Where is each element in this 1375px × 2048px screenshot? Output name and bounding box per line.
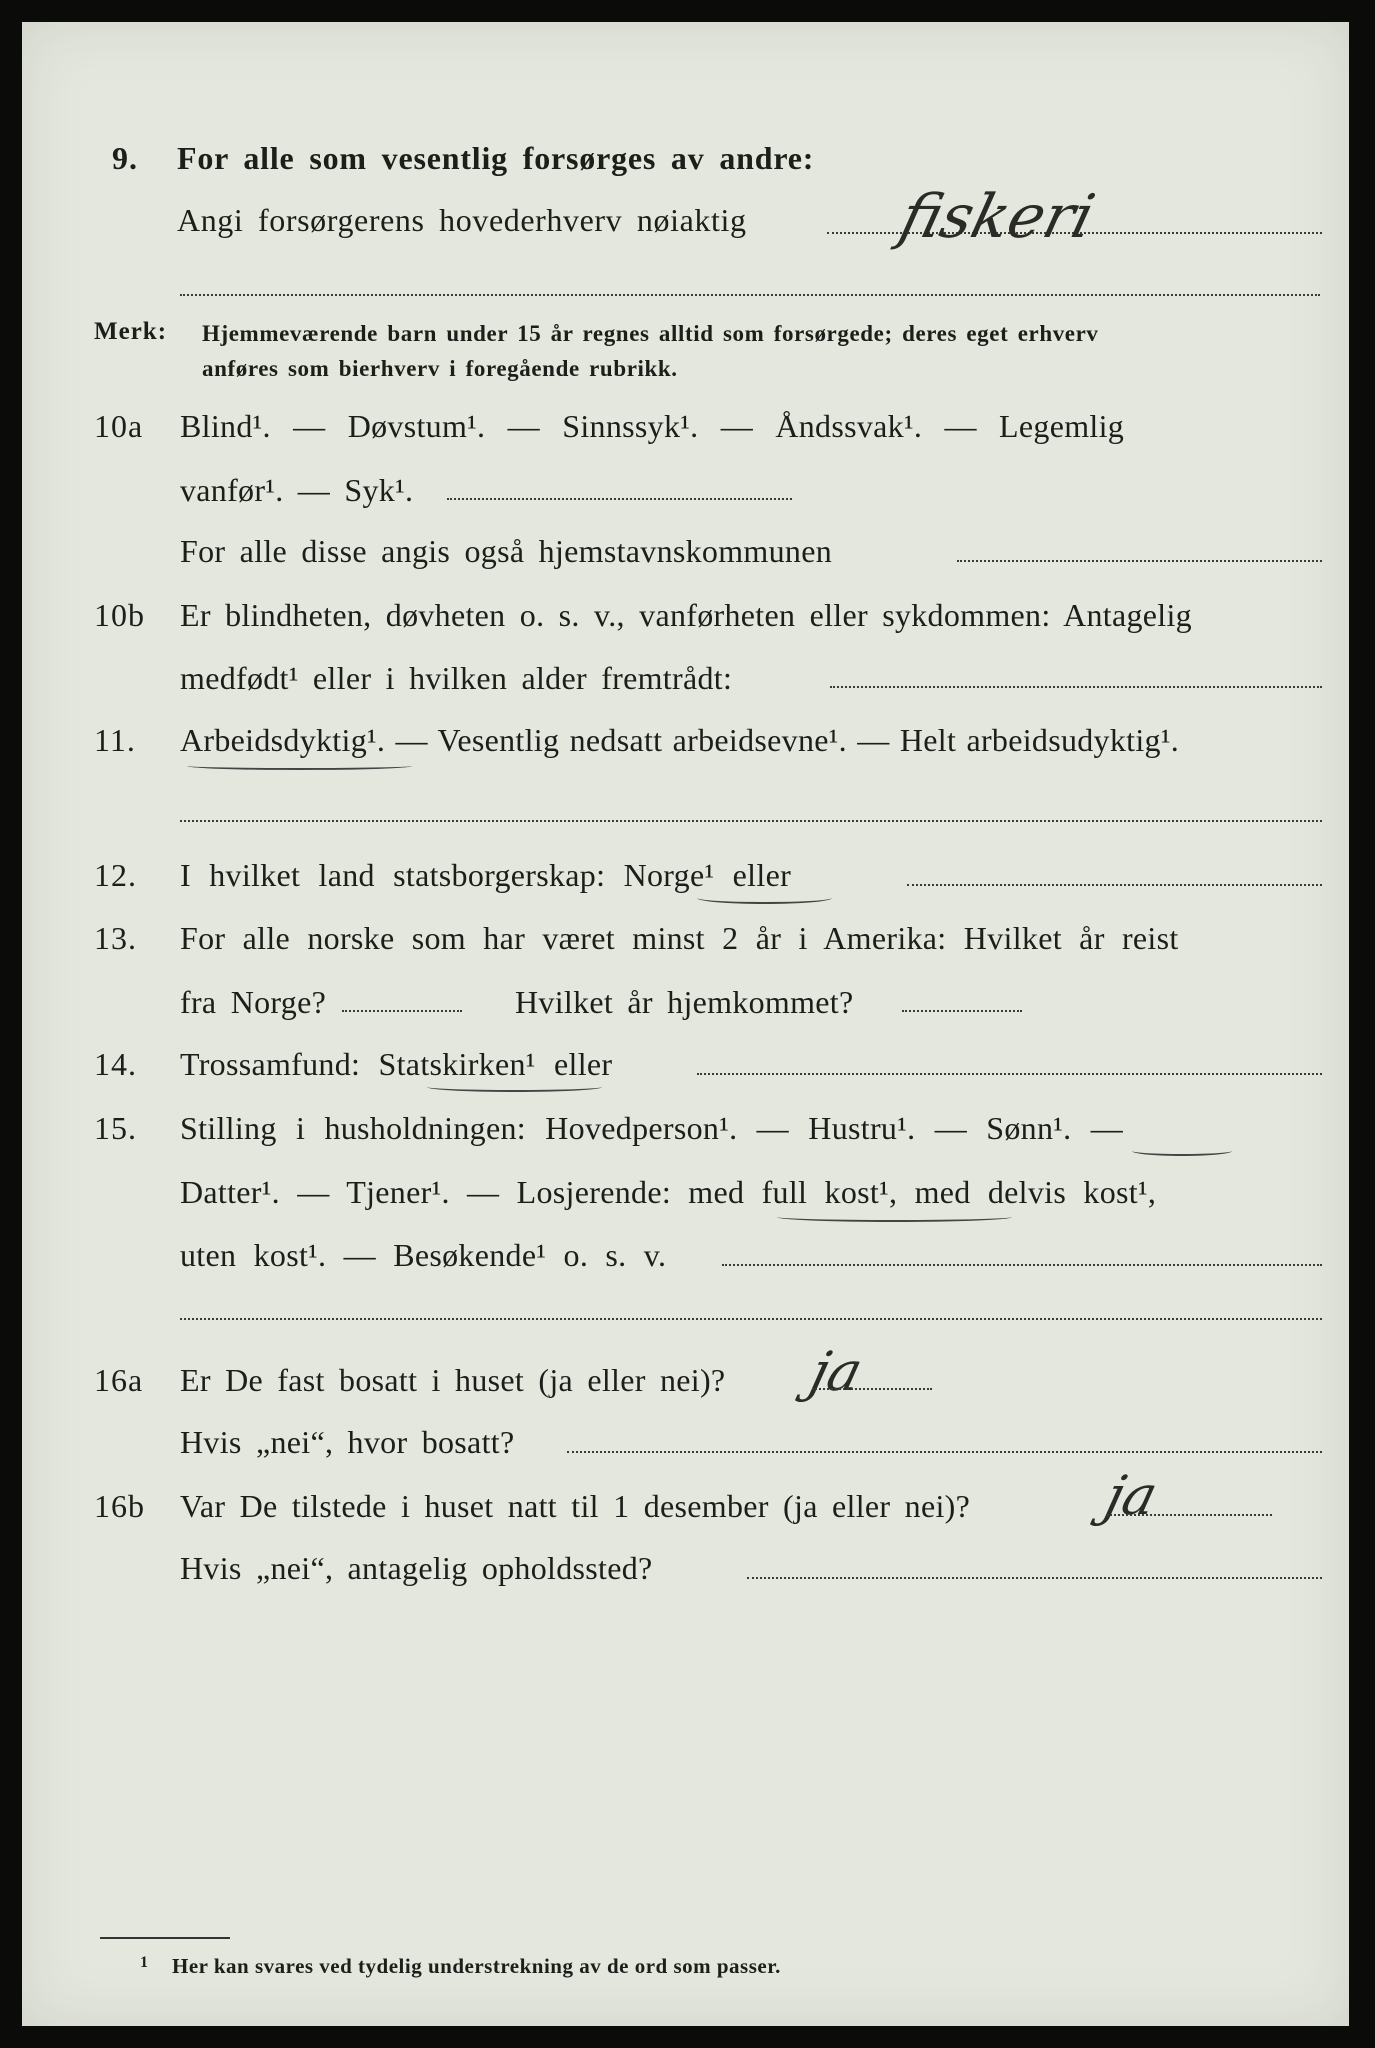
footnote-rule <box>100 1937 230 1939</box>
census-form-page <box>22 22 1349 2026</box>
q10a-line1: Blind¹. — Døvstum¹. — Sinnssyk¹. — Åndssvak¹. — Legemlig <box>180 408 1125 444</box>
note-label: Merk: <box>94 318 168 345</box>
q13-line2b: Hvilket år hjemkommet? <box>515 984 854 1020</box>
q14-underline-statskirken <box>427 1082 602 1092</box>
q16a-where-line <box>567 1451 1322 1453</box>
q16a-answer-line <box>812 1388 932 1390</box>
q12-number: 12. <box>94 857 137 893</box>
q14-line1: Trossamfund: Statskirken¹ eller <box>180 1046 613 1082</box>
q16a-line1: Er De fast bosatt i huset (ja eller nei)? <box>180 1362 726 1398</box>
q11-number: 11. <box>94 722 136 758</box>
q16b-line2: Hvis „nei“, antagelig opholdssted? <box>180 1550 653 1586</box>
q16b-where-line <box>747 1577 1322 1579</box>
q13-line2a: fra Norge? <box>180 984 327 1020</box>
q13-return-line <box>902 1010 1022 1012</box>
footnote-mark: 1 <box>140 1954 149 1971</box>
q16b-number: 16b <box>94 1488 145 1524</box>
q15-underline-sonn <box>1132 1146 1232 1156</box>
q15-extra-line <box>180 1318 1322 1320</box>
q11-line1: Arbeidsdyktig¹. — Vesentlig nedsatt arbeidsevne¹. — Helt arbeidsudyktig¹. <box>180 722 1180 758</box>
q14-answer-line <box>697 1073 1322 1075</box>
note-line2: anføres som bierhverv i foregående rubrikk. <box>202 356 678 381</box>
q9-handwritten-answer: fiskeri <box>893 182 1102 252</box>
q12-line1: I hvilket land statsborgerskap: Norge¹ eller <box>180 857 792 893</box>
q13-departure-line <box>342 1010 462 1012</box>
q10b-line1: Er blindheten, døvheten o. s. v., vanførheten eller sykdommen: Antagelig <box>180 597 1192 633</box>
q10a-answer-line <box>447 498 792 500</box>
q15-answer-line <box>722 1264 1322 1266</box>
q16b-handwritten-answer: ja <box>1099 1464 1164 1527</box>
footnote-text: Her kan svares ved tydelig understrekning av de ord som passer. <box>172 1954 781 1978</box>
q12-answer-line <box>907 884 1322 886</box>
q10b-line2: medfødt¹ eller i hvilken alder fremtrådt: <box>180 660 733 696</box>
q10b-number: 10b <box>94 597 145 633</box>
note-line1: Hjemmeværende barn under 15 år regnes alltid som forsørgede; deres eget erhverv <box>202 321 1099 346</box>
q16b-answer-line <box>1107 1514 1272 1516</box>
q9-line1: For alle som vesentlig forsørges av andre: <box>177 140 815 176</box>
q16a-handwritten-answer: ja <box>804 1340 869 1403</box>
q10b-answer-line <box>830 686 1322 688</box>
q15-number: 15. <box>94 1110 137 1146</box>
q10a-hometown-line <box>957 560 1322 562</box>
q16b-line1: Var De tilstede i huset natt til 1 desember (ja eller nei)? <box>180 1488 971 1524</box>
q10a-line2: vanfør¹. — Syk¹. <box>180 472 414 508</box>
q10a-number: 10a <box>94 408 144 444</box>
q15-line2: Datter¹. — Tjener¹. — Losjerende: med full kost¹, med delvis kost¹, <box>180 1174 1157 1210</box>
q11-underline-arbeidsdyktig <box>187 762 412 770</box>
q9-extra-line <box>180 294 1320 296</box>
q12-underline-norge <box>697 892 832 904</box>
q13-number: 13. <box>94 920 137 956</box>
q9-number: 9. <box>112 140 138 176</box>
q11-extra-line <box>180 820 1322 822</box>
q15-line1: Stilling i husholdningen: Hovedperson¹. — Hustru¹. — Sønn¹. — <box>180 1110 1124 1146</box>
q13-line1: For alle norske som har været minst 2 år i Amerika: Hvilket år reist <box>180 920 1179 956</box>
q9-line2: Angi forsørgerens hovederhverv nøiaktig <box>177 202 747 238</box>
q16a-line2: Hvis „nei“, hvor bosatt? <box>180 1424 515 1460</box>
q15-underline-full-kost <box>777 1212 1012 1222</box>
q15-line3: uten kost¹. — Besøkende¹ o. s. v. <box>180 1237 667 1273</box>
q14-number: 14. <box>94 1046 137 1082</box>
q16a-number: 16a <box>94 1362 144 1398</box>
q10a-line3: For alle disse angis også hjemstavnskommunen <box>180 533 833 569</box>
